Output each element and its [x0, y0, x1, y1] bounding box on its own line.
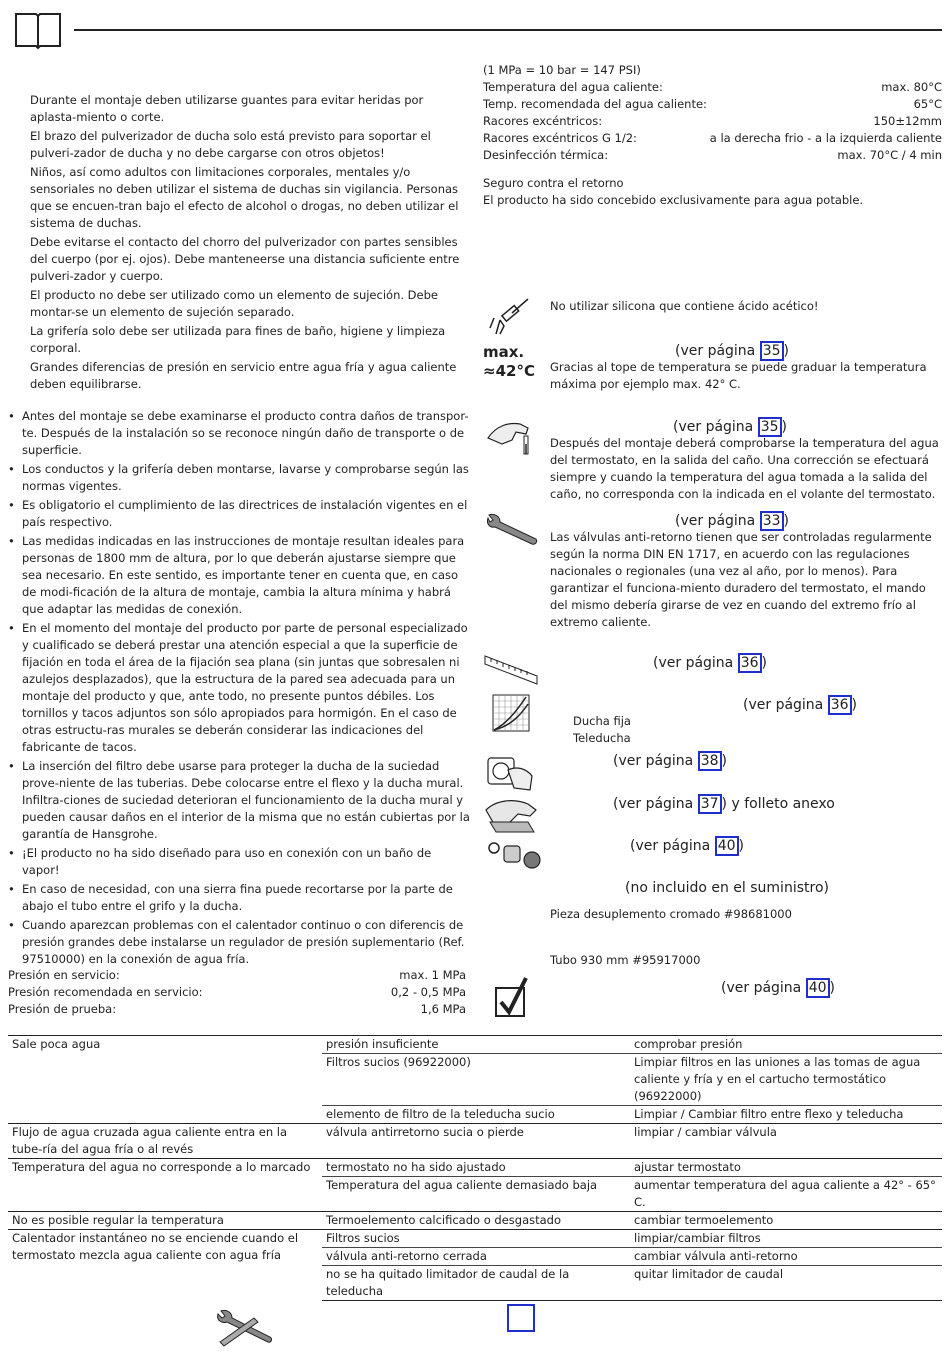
spec-row [483, 113, 942, 130]
spec-label: Desinfección térmica: [483, 148, 609, 162]
table-row [8, 1124, 942, 1159]
table-row [8, 1230, 942, 1248]
spec-label: Presión de prueba: [8, 1002, 117, 1016]
installation-note: • Las medidas indicadas en las instrucciones de montaje resultan ideales para personas de 1800 mm de altura, por lo que deberán ajustarse siempre que sea necesario. En este sentido, es importante tener en cuenta que, en caso de modi-ficación de la altura de montaje, cambia la altura mínima y habrá que adaptar las medidas de conexión. [8, 533, 470, 618]
backflow-text: El producto ha sido concebido exclusivamente para agua potable. [483, 193, 864, 207]
remedy-cell: limpiar / cambiar válvula [630, 1124, 942, 1159]
page-number[interactable]: 40 [806, 978, 830, 998]
safety-note: Debe evitarse el contacto del chorro del pulverizador con partes sensibles del cuerpo (por ej. ojos). Debe manteneerse una distancia suficiente entre pulveri-zador y cuerpo. [30, 235, 460, 283]
spec-value: 0,2 - 0,5 MPa [390, 985, 466, 999]
installation-note: • En el momento del montaje del producto por parte de personal especializado y cualificado se deberá prestar una atención especial a que la superficie de fijación en toda el área de la fijación sea plana (sin juntas que sobresalen ni azulejos desplazados), que la estructura de la pared sea adecuada para un montaje del producto y que, ante todo, no presente puntos débiles. Los tornillos y tacos adjuntos son sólo apropiados para hormigón. En el caso de otras estructu-ras murales se deberán considerar las indicaciones del fabricante de tacos. [8, 620, 470, 756]
remedy-cell: cambiar válvula anti-retorno [630, 1248, 942, 1266]
spec-value: max. 1 MPa [399, 968, 466, 982]
page-number[interactable]: 35 [760, 341, 784, 361]
hand-thermometer-icon [486, 418, 538, 458]
cause-cell: válvula antirretorno sucia o pierde [322, 1124, 630, 1159]
installation-notes [8, 408, 470, 970]
safety-note: Niños, así como adultos con limitaciones corporales, mentales y/o sensoriales no deben utilizar el sistema de duchas sin vigilancia. Personas que se encuen-tran bajo el efecto de alcohol o drogas, no deben utilizar el sistema de duchas. [30, 165, 459, 230]
technical-specs [483, 62, 942, 164]
cause-cell: válvula anti-retorno cerrada [322, 1248, 630, 1266]
safety-note: La grifería solo debe ser utilizada para fines de baño, higiene y limpieza corporal. [30, 324, 446, 355]
safety-note: Durante el montaje deben utilizarse guantes para evitar heridas por aplasta-miento o corte. [30, 93, 424, 124]
table-row [8, 1212, 942, 1230]
cause-cell: presión insuficiente [322, 1036, 630, 1054]
thermostat-handle-icon [486, 752, 534, 792]
pressure-specs [8, 967, 466, 1018]
see-page-ref[interactable]: (ver página 40 ) [721, 980, 836, 996]
spec-row [483, 79, 942, 96]
page-number[interactable]: 36 [738, 653, 762, 673]
see-page-ref[interactable]: (ver página 40 ) [630, 838, 745, 854]
safety-notes [30, 92, 462, 395]
remedy-cell: Limpiar filtros en las uniones a las tomas de agua caliente y fría y en el cartucho termostático (96922000) [630, 1054, 942, 1106]
installation-note: • En caso de necesidad, con una sierra fina puede recortarse por la parte de abajo el tubo entre el grifo y la ducha. [8, 881, 470, 915]
page-number[interactable]: 35 [758, 417, 782, 437]
spec-value: 65°C [913, 97, 942, 111]
installation-note: • ¡El producto no ha sido diseñado para uso en conexión con un baño de vapor! [8, 845, 470, 879]
remedy-cell: limpiar/cambiar filtros [630, 1230, 942, 1248]
see-page-ref[interactable]: (ver página 35 ) [673, 419, 788, 435]
problem-cell: Sale poca agua [8, 1036, 322, 1124]
spec-value: max. 80°C [881, 80, 942, 94]
max-temp-line: max. [483, 343, 525, 361]
see-page-ref[interactable]: (ver página 35 ) [675, 343, 790, 359]
unit-note: (1 MPa = 10 bar = 147 PSI) [483, 63, 641, 77]
page-marker-box [507, 1304, 535, 1332]
safety-note: El brazo del pulverizador de ducha solo está previsto para soportar el pulveri-zador de ducha y no debe cargarse con otros objetos! [30, 129, 431, 160]
spec-value: max. 70°C / 4 min [837, 148, 942, 162]
cause-cell: Filtros sucios (96922000) [322, 1054, 630, 1106]
installation-note: • La inserción del filtro debe usarse para proteger la ducha de la suciedad prove-niente de las tuberias. Debe colocarse entre el flexo y la ducha mural. Infiltra-ciones de suciedad deterioran el funcionamiento de la ducha mural y pueden causar daños en el interior de la misma que no están cubiertas por la garantía de Hansgrohe. [8, 758, 470, 843]
cause-cell: Filtros sucios [322, 1230, 630, 1248]
installation-note: • Cuando aparezcan problemas con el calentador continuo o con diferencis de presión grandes debe instalarse un regulador de presión suplementario (Ref. 97510000) en la conexión de agua fría. [8, 917, 470, 968]
see-page-ref[interactable]: (ver página 36 ) [653, 655, 768, 671]
spec-label: Racores excéntricos G 1/2: [483, 131, 637, 145]
see-page-ref[interactable]: (ver página 36 ) [743, 697, 858, 713]
silicone-note: No utilizar silicona que contiene ácido acético! [550, 299, 819, 313]
page-number[interactable]: 40 [715, 836, 739, 856]
ruler-icon [483, 654, 539, 688]
problem-cell: Flujo de agua cruzada agua caliente entra en la tube-ría del agua fría o al revés [8, 1124, 322, 1159]
flow-diagram-icon [492, 694, 530, 732]
installation-note: • Es obligatorio el cumplimiento de las directrices de instalación vigentes en el país respectivo. [8, 497, 470, 531]
see-page-ref[interactable]: (ver página 33 ) [675, 513, 790, 529]
spare-parts-icon [486, 838, 542, 874]
flow-legend-item: Ducha fija [573, 714, 631, 728]
remedy-cell: cambiar termoelemento [630, 1212, 942, 1230]
header-rule [74, 29, 942, 31]
backflow-title: Seguro contra el retorno [483, 176, 624, 190]
spec-label: Temperatura del agua caliente: [483, 80, 663, 94]
max-temp-value: ≈42°C [483, 362, 535, 380]
cause-cell: Temperatura del agua caliente demasiado baja [322, 1177, 630, 1212]
spec-row [8, 984, 466, 1001]
see-page-ref[interactable]: (ver página 38 ) [613, 753, 728, 769]
cause-cell: elemento de filtro de la teleducha sucio [322, 1106, 630, 1124]
wrench-icon [484, 512, 540, 548]
accessory-item: Pieza desuplemento cromado #98681000 [550, 907, 792, 921]
spec-row [8, 1001, 466, 1018]
remedy-cell: aumentar temperatura del agua caliente a 42° - 65° C. [630, 1177, 942, 1212]
spec-label: Presión en servicio: [8, 968, 120, 982]
remedy-cell: quitar limitador de caudal [630, 1266, 942, 1301]
cause-cell: Termoelemento calcificado o desgastado [322, 1212, 630, 1230]
cause-cell: termostato no ha sido ajustado [322, 1159, 630, 1177]
accessory-item: Tubo 930 mm #95917000 [550, 953, 701, 967]
max-temp-icon [483, 343, 535, 381]
spec-row [8, 967, 466, 984]
troubleshooting-table [8, 1035, 942, 1301]
problem-cell: Temperatura del agua no corresponde a lo marcado [8, 1159, 322, 1212]
spec-row [483, 96, 942, 113]
page-number[interactable]: 36 [828, 695, 852, 715]
spec-label: Racores excéntricos: [483, 114, 603, 128]
spec-row [483, 147, 942, 164]
tools-icon [214, 1306, 274, 1348]
flow-legend [573, 713, 631, 747]
limit-text: Gracias al tope de temperatura se puede graduar la temperatura máxima por ejemplo max. 42° C. [550, 360, 927, 391]
maintenance-text: Las válvulas anti-retorno tienen que ser controladas regularmente según la norma DIN EN 1717, en acuerdo con las regulaciones nacionales o regionales (una vez al año, por lo menos). Para garantizar el funciona-miento duradero del termostato, el mando del mismo debería girarse de vez en cuando del extremo frío al extremo caliente. [550, 530, 932, 629]
spec-value: 150±12mm [873, 114, 942, 128]
remedy-cell: comprobar presión [630, 1036, 942, 1054]
problem-cell: No es posible regular la temperatura [8, 1212, 322, 1230]
spec-value: 1,6 MPa [420, 1002, 466, 1016]
installation-note: • Los conductos y la grifería deben montarse, lavarse y comprobarse según las normas vigentes. [8, 461, 470, 495]
page-number[interactable]: 38 [698, 751, 722, 771]
table-row [8, 1159, 942, 1177]
spec-label: Temp. recomendada del agua caliente: [483, 97, 707, 111]
spec-row [483, 130, 942, 147]
table-row [8, 1036, 942, 1054]
manual-book-icon [14, 10, 62, 50]
leaflet-note: y folleto anexo [727, 796, 835, 812]
safety-note: El producto no debe ser utilizado como un elemento de sujeción. Debe montar-se un elemento de sujeción separado. [30, 288, 438, 319]
adjust-text: Después del montaje deberá comprobarse la temperatura del agua del termostato, en la salida del caño. Una corrección se efectuará siempre y cuando la temperatura del agua tomada a la salida del caño, no corresponda con la indicada en el volante del termostato. [550, 436, 939, 501]
backflow-section [483, 175, 942, 209]
cause-cell: no se ha quitado limitador de caudal de la teleducha [322, 1266, 630, 1301]
installation-note: • Antes del montaje se debe examinarse el producto contra daños de transpor-te. Después de la instalación so se reconoce ningún daño de transporte o de superficie. [8, 408, 470, 459]
silicone-gun-icon [488, 296, 532, 338]
problem-cell: Calentador instantáneo no se enciende cuando el termostato mezcla agua caliente con agua fría [8, 1230, 322, 1301]
flow-legend-item: Teleducha [573, 731, 631, 745]
see-page-ref[interactable]: (ver página 37 ) y folleto anexo [613, 796, 835, 812]
accessories-title: (no incluido en el suministro) [625, 880, 829, 896]
safety-note: Grandes diferencias de presión en servicio entre agua fría y agua caliente deben equilibrarse. [30, 360, 457, 391]
remedy-cell: ajustar termostato [630, 1159, 942, 1177]
checkmark-box-icon [494, 976, 530, 1018]
page-number[interactable]: 37 [698, 794, 722, 814]
remedy-cell: Limpiar / Cambiar filtro entre flexo y teleducha [630, 1106, 942, 1124]
page-number[interactable]: 33 [760, 511, 784, 531]
spec-label: Presión recomendada en servicio: [8, 985, 203, 999]
spec-value: a la derecha frio - a la izquierda caliente [709, 131, 942, 145]
cleaning-hand-icon [484, 796, 540, 834]
